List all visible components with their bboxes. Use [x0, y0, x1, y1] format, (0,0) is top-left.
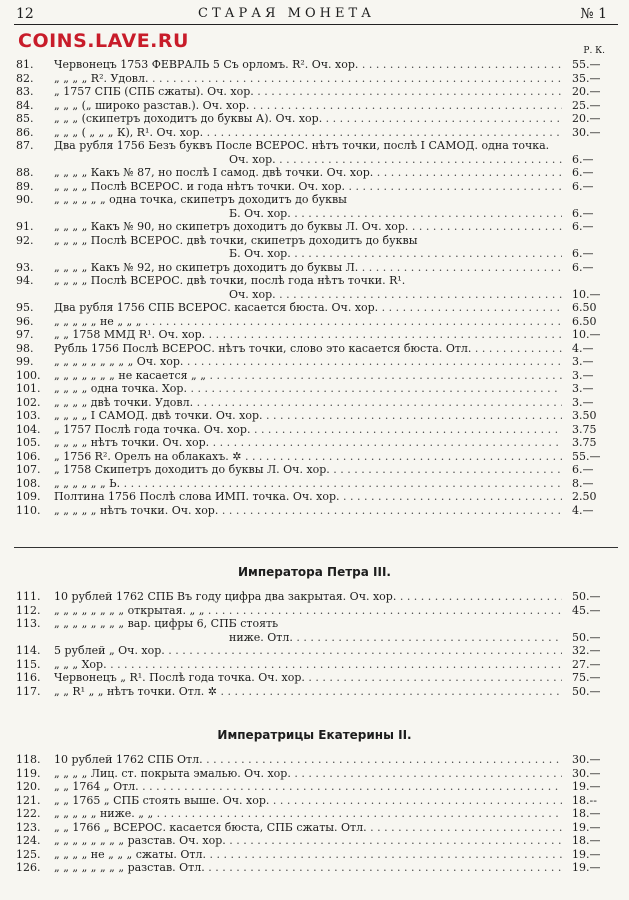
entry-number: 99. [16, 355, 34, 368]
entry-price: 6.— [572, 152, 594, 166]
entry-price: 6.— [572, 463, 594, 476]
entry-number: 114. [16, 644, 41, 657]
entry-price: 50.— [572, 590, 601, 603]
entry-number: 82. [16, 71, 34, 85]
entry-price: 3.50 [572, 409, 597, 422]
entry-price: 6.— [572, 166, 594, 179]
entry-description: „ „ „ „ „ „ „ не касается „ „ . . . [54, 369, 562, 383]
entry-description: Червонецъ „ R¹. Послѣ года точка. Оч. хор. . . . [54, 671, 562, 685]
entry-description: „ „ „ „ одна точка. Хор. . . . [54, 382, 562, 396]
catalog-entry [0, 396, 629, 410]
entry-description: „ „ „ „ Послѣ ВСЕРОС. и года нѣтъ точки. Оч. хор. . . . [54, 180, 562, 194]
entry-description: 5 рублей „ Оч. хор. . . . [54, 644, 562, 658]
site-watermark: COINS.LAVE.RU [18, 30, 189, 52]
entry-price: 75.— [572, 671, 601, 684]
catalog-section-peter-iii [0, 590, 629, 698]
currency-label: Р. К. [583, 46, 605, 56]
entry-price: 25.— [572, 98, 601, 112]
entry-number: 113. [16, 617, 41, 630]
entry-description: „ „ „ ( „ „ „ К), R¹. Оч. хор. . . . [54, 126, 562, 140]
entry-description: „ „ „ Хор. . . . [54, 658, 562, 672]
entry-description: Б. Оч. хор. . . . [229, 207, 562, 221]
entry-description: „ „ „ „ Какъ № 90, но скипетръ доходитъ до буквы Л. Оч. хор. . . . [54, 220, 562, 234]
entry-number: 84. [16, 98, 34, 112]
entry-description: „ „ „ „ R². Удовл. . . . [54, 72, 562, 86]
catalog-entry [0, 382, 629, 396]
entry-description: „ „ „ (скипетръ доходитъ до буквы А). Оч. хор. . . . [54, 112, 562, 126]
catalog-entry [0, 807, 629, 821]
entry-description: „ „ 1765 „ СПБ стоять выше. Оч. хор. . . . [54, 794, 562, 808]
catalog-entry [0, 72, 629, 86]
entry-price: 55.— [572, 449, 601, 463]
page-header [0, 6, 629, 26]
catalog-entry [0, 617, 629, 631]
entry-number: 120. [16, 780, 41, 793]
entry-number: 103. [16, 409, 41, 422]
entry-number: 115. [16, 657, 41, 671]
entry-number: 122. [16, 807, 41, 820]
entry-price: 35.— [572, 71, 601, 85]
catalog-entry [0, 463, 629, 477]
issue-number: № 1 [580, 6, 607, 22]
entry-description: Два рубля 1756 СПБ ВСЕРОС. касается бюста. Оч. хор. . . . [54, 301, 562, 315]
catalog-section-elizabeth [0, 58, 629, 517]
entry-price: 18.— [572, 834, 601, 847]
section-divider [14, 547, 618, 548]
catalog-entry [0, 355, 629, 369]
entry-price: 2.50 [572, 490, 597, 503]
entry-number: 97. [16, 328, 34, 341]
entry-price: 50.— [572, 684, 601, 698]
journal-title: СТАРАЯ МОНЕТА [198, 6, 375, 21]
entry-price: 45.— [572, 603, 601, 617]
entry-number: 83. [16, 85, 34, 98]
entry-description: Два рубля 1756 Безъ буквъ После ВСЕРОС. нѣтъ точки, послѣ I САМОД. одна точка. [54, 139, 550, 152]
catalog-entry [0, 504, 629, 518]
entry-price: 18.-- [572, 793, 597, 807]
entry-price: 3.75 [572, 436, 597, 449]
entry-number: 110. [16, 503, 41, 517]
entry-number: 94. [16, 274, 34, 287]
entry-number: 106. [16, 449, 41, 463]
entry-description: „ „ „ „ Послѣ ВСЕРОС. двѣ точки, скипетръ доходитъ до буквы [54, 233, 418, 247]
entry-description: ниже. Отл. . . . [229, 631, 562, 645]
entry-number: 81. [16, 58, 34, 71]
entry-price: 3.— [572, 368, 594, 382]
entry-description: „ „ „ „ Какъ № 92, но скипетръ доходитъ до буквы Л. . . . [54, 261, 562, 275]
entry-price: 10.— [572, 287, 601, 301]
catalog-entry [0, 753, 629, 767]
entry-description: Оч. хор. . . . [229, 153, 562, 167]
catalog-entry [0, 301, 629, 315]
catalog-entry [0, 342, 629, 356]
catalog-entry [0, 315, 629, 329]
entry-number: 105. [16, 436, 41, 449]
entry-description: „ „ „ „ „ „ одна точка, скипетръ доходитъ до буквы [54, 193, 347, 206]
catalog-entry [0, 409, 629, 423]
entry-price: 55.— [572, 58, 601, 71]
entry-number: 93. [16, 260, 34, 274]
entry-description: „ „ „ „ Какъ № 87, но послѣ I самод. двѣ точки. Оч. хор. . . . [54, 166, 562, 180]
catalog-entry [0, 274, 629, 288]
entry-number: 86. [16, 125, 34, 139]
catalog-entry [0, 423, 629, 437]
catalog-entry [0, 369, 629, 383]
entry-number: 95. [16, 301, 34, 314]
entry-price: 6.— [572, 206, 594, 220]
entry-description: Червонецъ 1753 ФЕВРАЛЬ 5 Съ орломъ. R². Оч. хор. . . . [54, 58, 562, 72]
section-heading-peter-iii: Императора Петра III. [238, 565, 391, 579]
entry-description: „ „ „ „ не „ „ „ сжаты. Отл. . . . [54, 848, 562, 862]
entry-description: „ „ „ „ „ не „ „ „ . . . [54, 315, 562, 329]
entry-price: 20.— [572, 112, 601, 125]
catalog-entry [0, 631, 629, 645]
entry-price: 6.— [572, 247, 594, 260]
entry-description: 10 рублей 1762 СПБ Отл. . . . [54, 753, 562, 767]
entry-description: 10 рублей 1762 СПБ Въ году цифра два закрытая. Оч. хор. . . . [54, 590, 562, 604]
entry-description: „ „ 1758 ММД R¹. Оч. хор. . . . [54, 328, 562, 342]
entry-description: Полтина 1756 Послѣ слова ИМП. точка. Оч. хор. . . . [54, 490, 562, 504]
entry-price: 6.50 [572, 301, 597, 314]
entry-number: 98. [16, 341, 34, 355]
page-number: 12 [16, 6, 34, 22]
entry-description: Оч. хор. . . . [229, 288, 562, 302]
header-rule [14, 24, 618, 25]
entry-number: 121. [16, 793, 41, 807]
entry-number: 108. [16, 476, 41, 490]
entry-price: 3.75 [572, 422, 597, 436]
entry-description: „ „ „ („ широко разстав.). Оч. хор. . . . [54, 99, 562, 113]
entry-price: 30.— [572, 125, 601, 139]
entry-number: 85. [16, 112, 34, 125]
entry-description: „ 1757 Послѣ года точка. Оч. хор. . . . [54, 423, 562, 437]
entry-price: 32.— [572, 644, 601, 657]
catalog-entry [0, 767, 629, 781]
entry-price: 20.— [572, 85, 601, 98]
entry-description: „ „ „ „ „ ниже. „ „ . . . [54, 807, 562, 821]
entry-number: 116. [16, 671, 41, 684]
entry-price: 4.— [572, 341, 594, 355]
entry-number: 92. [16, 233, 34, 247]
catalog-entry [0, 590, 629, 604]
catalog-entry [0, 99, 629, 113]
entry-price: 10.— [572, 328, 601, 341]
entry-description: „ „ „ „ „ нѣтъ точки. Оч. хор. . . . [54, 504, 562, 518]
entry-description: „ „ „ „ „ „ „ „ разстав. Оч. хор. . . . [54, 834, 562, 848]
entry-description: Рубль 1756 Послѣ ВСЕРОС. нѣтъ точки, слово это касается бюста. Отл. . . . [54, 342, 562, 356]
entry-description: „ „ „ „ „ „ „ „ „ Оч. хор. . . . [54, 355, 562, 369]
entry-description: „ 1757 СПБ (СПБ сжаты). Оч. хор. . . . [54, 85, 562, 99]
catalog-entry [0, 288, 629, 302]
entry-price: 8.— [572, 476, 594, 490]
entry-number: 109. [16, 490, 41, 503]
entry-number: 89. [16, 179, 34, 193]
entry-price: 50.— [572, 630, 601, 644]
entry-price: 6.50 [572, 314, 597, 328]
entry-number: 112. [16, 603, 41, 617]
entry-description: „ „ „ „ двѣ точки. Удовл. . . . [54, 396, 562, 410]
entry-description: „ „ „ „ „ „ „ „ разстав. Отл. . . . [54, 861, 562, 875]
catalog-entry [0, 153, 629, 167]
catalog-entry [0, 328, 629, 342]
entry-number: 100. [16, 368, 41, 382]
entry-number: 125. [16, 847, 41, 861]
catalog-entry [0, 604, 629, 618]
catalog-entry [0, 193, 629, 207]
entry-price: 6.— [572, 179, 594, 193]
catalog-entry [0, 477, 629, 491]
entry-number: 96. [16, 314, 34, 328]
catalog-entry [0, 834, 629, 848]
catalog-entry [0, 247, 629, 261]
catalog-section-catherine-ii [0, 753, 629, 875]
entry-price: 19.— [572, 847, 601, 861]
catalog-entry [0, 58, 629, 72]
catalog-entry [0, 821, 629, 835]
entry-description: „ „ „ „ нѣтъ точки. Оч. хор. . . . [54, 436, 562, 450]
entry-description: „ „ „ „ I САМОД. двѣ точки. Оч. хор. . . . [54, 409, 562, 423]
entry-number: 104. [16, 422, 41, 436]
entry-number: 90. [16, 193, 34, 206]
entry-description: „ 1758 Скипетръ доходитъ до буквы Л. Оч. хор. . . . [54, 463, 562, 477]
catalog-entry [0, 139, 629, 153]
entry-price: 19.— [572, 861, 601, 874]
entry-number: 119. [16, 766, 41, 780]
catalog-entry [0, 658, 629, 672]
entry-price: 4.— [572, 503, 594, 517]
entry-description: „ „ „ „ Лиц. ст. покрыта эмалью. Оч. хор. . . . [54, 767, 562, 781]
catalog-entry [0, 794, 629, 808]
catalog-entry [0, 436, 629, 450]
entry-description: „ „ „ „ „ „ Ь. . . . [54, 477, 562, 491]
entry-price: 3.— [572, 382, 594, 395]
entry-number: 107. [16, 463, 41, 476]
catalog-entry [0, 490, 629, 504]
catalog-entry [0, 261, 629, 275]
catalog-entry [0, 166, 629, 180]
entry-number: 102. [16, 395, 41, 409]
entry-description: „ „ „ „ „ „ „ „ открытая. „ „ . . . [54, 604, 562, 618]
entry-price: 27.— [572, 657, 601, 671]
entry-description: „ „ R¹ „ „ нѣтъ точки. Отл. ✲ . . . [54, 685, 562, 699]
entry-number: 123. [16, 820, 41, 834]
catalog-entry [0, 220, 629, 234]
catalog-entry [0, 644, 629, 658]
catalog-entry [0, 207, 629, 221]
catalog-entry [0, 85, 629, 99]
entry-description: „ „ 1766 „ ВСЕРОС. касается бюста, СПБ сжаты. Отл. . . . [54, 821, 562, 835]
entry-number: 87. [16, 139, 34, 152]
entry-number: 126. [16, 861, 41, 874]
entry-description: Б. Оч. хор. . . . [229, 247, 562, 261]
section-heading-catherine-ii: Императрицы Екатерины II. [217, 728, 412, 742]
entry-number: 101. [16, 382, 41, 395]
entry-description: „ „ „ „ „ „ „ „ вар. цифры 6, СПБ стоять [54, 617, 279, 630]
catalog-entry [0, 180, 629, 194]
entry-number: 117. [16, 684, 41, 698]
entry-price: 6.— [572, 260, 594, 274]
entry-price: 3.— [572, 355, 594, 368]
entry-description: „ „ 1764 „ Отл. . . . [54, 780, 562, 794]
entry-number: 88. [16, 166, 34, 179]
entry-description: „ 1756 R². Орелъ на облакахъ. ✲ . . . [54, 450, 562, 464]
entry-price: 6.— [572, 220, 594, 233]
entry-price: 30.— [572, 753, 601, 766]
catalog-entry [0, 671, 629, 685]
entry-number: 91. [16, 220, 34, 233]
catalog-entry [0, 861, 629, 875]
entry-number: 118. [16, 753, 41, 766]
entry-price: 19.— [572, 780, 601, 793]
entry-price: 3.— [572, 395, 594, 409]
entry-number: 124. [16, 834, 41, 847]
catalog-entry [0, 450, 629, 464]
entry-price: 18.— [572, 807, 601, 820]
catalog-entry [0, 780, 629, 794]
catalog-entry [0, 112, 629, 126]
entry-price: 30.— [572, 766, 601, 780]
catalog-entry [0, 685, 629, 699]
entry-description: „ „ „ „ Послѣ ВСЕРОС. двѣ точки, послѣ года нѣтъ точки. R¹. [54, 274, 406, 287]
entry-number: 111. [16, 590, 41, 603]
entry-price: 19.— [572, 820, 601, 834]
catalog-entry [0, 848, 629, 862]
catalog-entry [0, 234, 629, 248]
catalog-entry [0, 126, 629, 140]
